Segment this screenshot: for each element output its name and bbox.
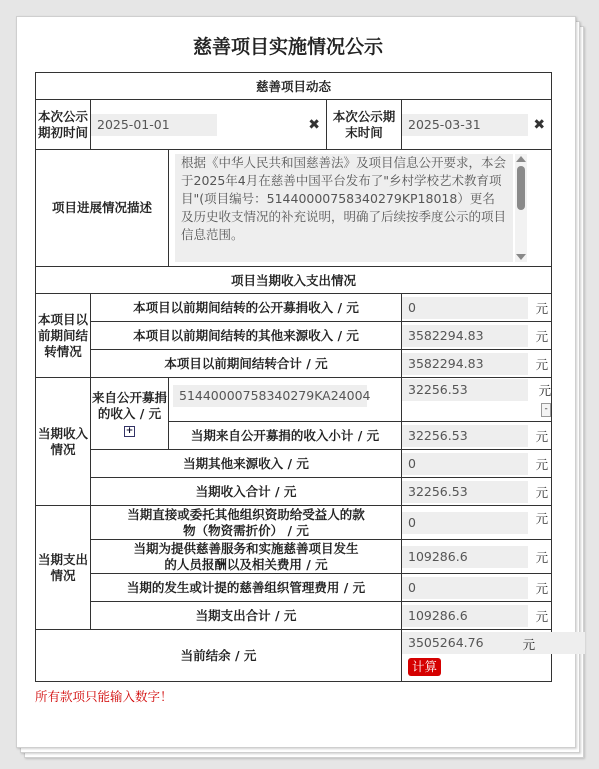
remove-row-icon[interactable]: - <box>541 403 551 417</box>
unit-label: 元 <box>535 328 549 344</box>
form-page <box>16 16 574 746</box>
balance-cell <box>402 630 552 682</box>
prior-public-label: 本项目以前期间结转的公开募捐收入 / 元 <box>91 294 402 322</box>
public-income-label: 来自公开募捐的收入 / 元 <box>91 389 167 421</box>
public-income-label-cell <box>91 378 169 450</box>
start-date-clear-icon[interactable]: ✖ <box>308 116 320 133</box>
page-title: 慈善项目实施情况公示 <box>192 36 383 58</box>
balance-input[interactable]: 3505264.76 <box>402 632 585 654</box>
numeric-only-warning: 所有款项只能输入数字！ <box>35 689 173 704</box>
progress-label: 项目进展情况描述 <box>36 150 169 267</box>
end-date-cell <box>402 100 552 150</box>
public-subtotal-label: 当期来自公开募捐的收入小计 / 元 <box>169 422 402 450</box>
prior-total-input[interactable]: 3582294.83 <box>402 353 528 375</box>
public-subtotal-input[interactable]: 32256.53 <box>402 425 528 447</box>
unit-label: 元 <box>535 580 549 596</box>
expense-service-input[interactable]: 109286.6 <box>402 546 528 568</box>
prior-group-label: 本项目以前期间结转情况 <box>36 294 91 378</box>
expense-service-label: 当期为提供慈善服务和实施慈善项目发生的人员报酬以及相关费用 / 元 <box>91 540 402 574</box>
other-income-label: 当期其他来源收入 / 元 <box>91 450 402 478</box>
prior-total-cell <box>402 350 552 378</box>
section-header-finance: 项目当期收入支出情况 <box>36 267 552 294</box>
prior-public-cell <box>402 294 552 322</box>
public-code-cell <box>169 378 402 422</box>
income-group-label: 当期收入情况 <box>36 378 91 506</box>
prior-other-input[interactable]: 3582294.83 <box>402 325 528 347</box>
unit-label: 元 <box>535 511 549 526</box>
progress-scrollbar[interactable] <box>515 154 527 262</box>
public-value-cell <box>402 378 552 422</box>
unit-label: 元 <box>535 428 549 444</box>
progress-cell <box>169 150 552 267</box>
end-date-input[interactable]: 2025-03-31 <box>402 114 528 136</box>
income-total-label: 当期收入合计 / 元 <box>91 478 402 506</box>
expense-direct-input[interactable]: 0 <box>402 512 528 534</box>
end-date-label: 本次公示期末时间 <box>327 100 402 150</box>
start-date-cell <box>91 100 327 150</box>
balance-label: 当前结余 / 元 <box>36 630 402 682</box>
unit-label: 元 <box>522 637 536 652</box>
unit-label: 元 <box>538 383 552 398</box>
prior-other-label: 本项目以前期间结转的其他来源收入 / 元 <box>91 322 402 350</box>
public-value-input[interactable]: 32256.53 <box>402 379 528 401</box>
prior-other-cell <box>402 322 552 350</box>
start-date-input[interactable]: 2025-01-01 <box>91 114 217 136</box>
scroll-thumb[interactable] <box>517 166 525 210</box>
expense-direct-cell <box>402 506 552 540</box>
unit-label: 元 <box>535 300 549 316</box>
prior-public-input[interactable]: 0 <box>402 297 528 319</box>
other-income-input[interactable]: 0 <box>402 453 528 475</box>
income-total-input[interactable]: 32256.53 <box>402 481 528 503</box>
unit-label: 元 <box>535 456 549 472</box>
progress-textarea[interactable]: 根据《中华人民共和国慈善法》及项目信息公开要求，本会于2025年4月在慈善中国平台发布了"乡村学校艺术教育项目"(项目编号：51440000758340279KP18018）更名及历史收支情况的补充说明，明确了后续按季度公示的项目信息范围。 <box>175 154 513 262</box>
expense-total-cell <box>402 602 552 630</box>
other-income-cell <box>402 450 552 478</box>
expense-direct-label: 当期直接或委托其他组织资助给受益人的款物（物资需折价） / 元 <box>91 506 402 540</box>
public-code-input[interactable]: 51440000758340279KA24004 <box>173 385 367 407</box>
end-date-clear-icon[interactable]: ✖ <box>533 116 546 133</box>
expense-group-label: 当期支出情况 <box>36 506 91 630</box>
income-total-cell <box>402 478 552 506</box>
expense-service-cell <box>402 540 552 574</box>
expense-admin-label: 当期的发生或计提的慈善组织管理费用 / 元 <box>91 574 402 602</box>
scroll-up-icon[interactable] <box>516 156 526 162</box>
expense-admin-input[interactable]: 0 <box>402 577 528 599</box>
expense-admin-cell <box>402 574 552 602</box>
start-date-label: 本次公示期初时间 <box>36 100 91 150</box>
public-subtotal-cell <box>402 422 552 450</box>
calculate-button[interactable]: 计算 <box>408 658 441 676</box>
add-row-icon[interactable]: + <box>125 425 134 436</box>
expense-total-label: 当期支出合计 / 元 <box>91 602 402 630</box>
prior-total-label: 本项目以前期间结转合计 / 元 <box>91 350 402 378</box>
unit-label: 元 <box>535 356 549 372</box>
unit-label: 元 <box>535 484 549 500</box>
unit-label: 元 <box>535 608 549 624</box>
expense-total-input[interactable]: 109286.6 <box>402 605 528 627</box>
section-header-dynamic: 慈善项目动态 <box>36 73 552 100</box>
project-form-table <box>35 72 552 682</box>
unit-label: 元 <box>535 549 549 565</box>
scroll-down-icon[interactable] <box>516 254 526 260</box>
